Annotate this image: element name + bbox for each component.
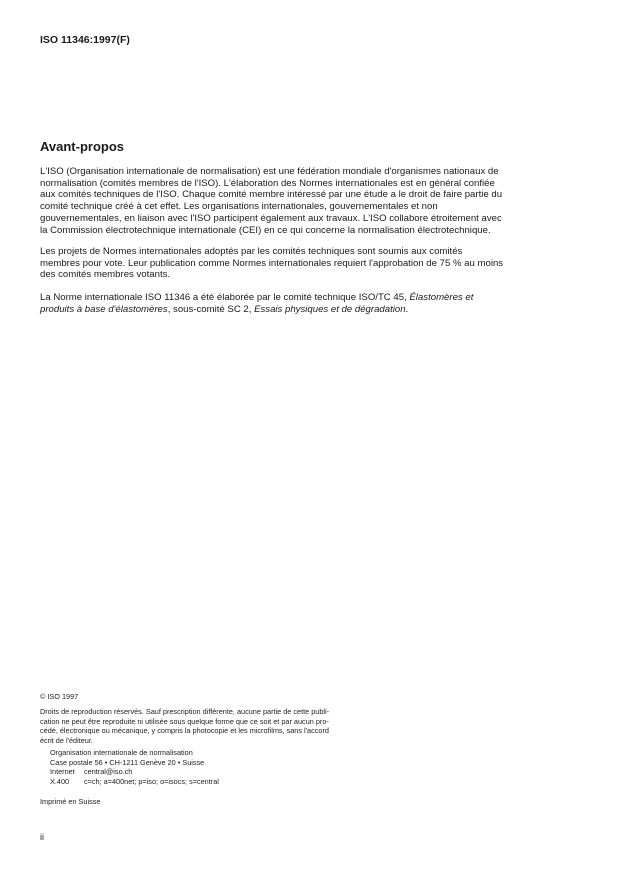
text-line: comité technique créé à cet effet. Les organisations internationales, gouvernementales et non xyxy=(40,201,438,213)
text: , sous-comité SC 2, xyxy=(167,303,255,315)
x400-line xyxy=(50,777,219,787)
document-header: ISO 11346:1997(F) xyxy=(40,34,130,46)
text-line: Les projets de Normes internationales adoptés par les comités techniques sont soumis aux comités xyxy=(40,246,463,257)
text-line: membres pour vote. Leur publication comme Normes internationales requiert l'approbation de 75 % au moins xyxy=(40,257,504,269)
text-line: aux comités techniques de l'ISO. Chaque comité membre intéressé par une étude a le droit de faire partie du xyxy=(40,189,503,201)
committee-title: produits à base d'élastomères xyxy=(40,303,168,315)
postal-address: Case postale 56 • CH-1211 Genève 20 • Suisse xyxy=(50,757,205,767)
paragraph-voting xyxy=(40,246,503,281)
text-line: cation ne peut être reproduite ni utilisée sous quelque forme que ce soit et par aucun pro- xyxy=(40,716,329,726)
text-line: L'ISO (Organisation internationale de normalisation) est une fédération mondiale d'organismes nationaux de xyxy=(40,166,499,177)
publisher-address xyxy=(50,748,219,786)
internet-line xyxy=(50,767,219,777)
text-line xyxy=(40,292,473,304)
text-line: la Commission électrotechnique internationale (CEI) en ce qui concerne la normalisation électrotechnique. xyxy=(40,224,491,236)
section-title: Avant-propos xyxy=(40,139,125,154)
page-number: ii xyxy=(40,832,44,842)
x400-label: X.400 xyxy=(50,776,70,786)
text-line: des comités membres votants. xyxy=(40,269,171,281)
text-line: Droits de reproduction réservés. Sauf prescription différente, aucune partie de cette publi- xyxy=(40,707,330,716)
x400-address: c=ch; a=400net; p=iso; o=isocs; s=central xyxy=(84,776,219,786)
text-line: gouvernementales, en liaison avec l'ISO participent également aux travaux. L'ISO collabore étroitement avec xyxy=(40,212,502,224)
email: central@iso.ch xyxy=(84,767,133,777)
paragraph-committee xyxy=(40,292,473,315)
printed-in: Imprimé en Suisse xyxy=(40,797,101,806)
text-line xyxy=(40,304,473,316)
internet-label: Internet xyxy=(50,767,75,777)
text-line: normalisation (comités membres de l'ISO). L'élaboration des Normes internationales est en général confiée xyxy=(40,177,495,189)
org-name: Organisation internationale de normalisation xyxy=(50,748,193,757)
copyright-notice: © ISO 1997 xyxy=(40,692,79,701)
subcommittee-title: Essais physiques et de dégradation xyxy=(254,303,406,315)
text: . xyxy=(405,303,409,315)
paragraph-iso-intro xyxy=(40,166,502,236)
text-line: cédé, électronique ou mécanique, y compris la photocopie et les microfilms, sans l'accord xyxy=(40,726,329,736)
text-line: écrit de l'éditeur. xyxy=(40,735,93,745)
committee-title: Élastomères et xyxy=(409,292,474,303)
text: La Norme internationale ISO 11346 a été élaborée par le comité technique ISO/TC 45, xyxy=(40,292,410,303)
rights-notice xyxy=(40,707,329,745)
